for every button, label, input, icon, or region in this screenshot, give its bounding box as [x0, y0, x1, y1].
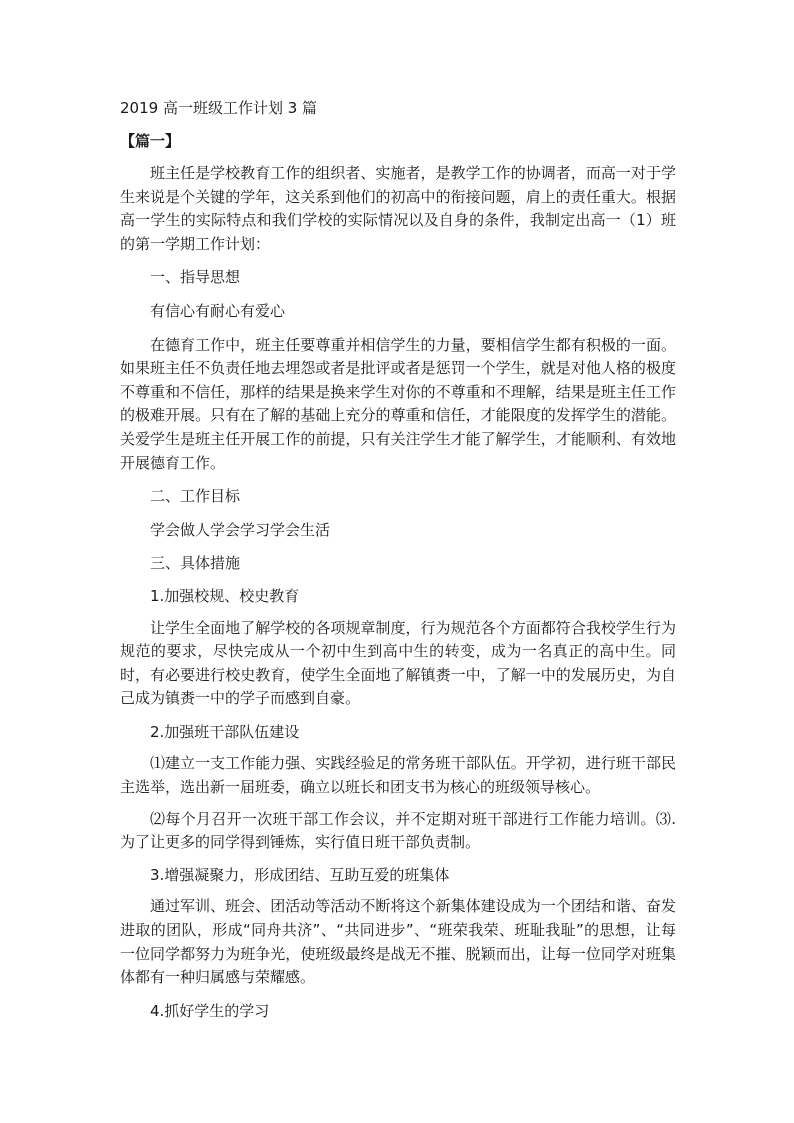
- section-heading: 【篇一】: [120, 132, 181, 150]
- cadres-item-2: ⑵每个月召开一次班干部工作会议，并不定期对班干部进行工作能力培训。⑶.为了让更多的同学得到锤炼，实行值日班干部负责制。: [120, 809, 676, 852]
- moral-education-paragraph: 在德育工作中，班主任要尊重并相信学生的力量，要相信学生都有积极的一面。如果班主任不负责任地去埋怨或者是批评或者是惩罚一个学生，就是对他人格的极度不尊重和不信任，那样的结果是换来学生对你的不尊重和不理解，结果是班主任工作的极难开展。只有在了解的基础上充分的尊重和信任，才能限度的发挥学生的潜能。关爱学生是班主任开展工作的前提，只有关注学生才能了解学生，才能顺利、有效地开展德育工作。: [120, 335, 676, 472]
- document-title: 2019 高一班级工作计划 3 篇: [120, 99, 318, 117]
- cadres-item-1: ⑴建立一支工作能力强、实践经验足的常务班干部队伍。开学初，进行班干部民主选举，选出新一届班委，确立以班长和团支书为核心的班级领导核心。: [120, 754, 676, 797]
- goals-motto: 学会做人学会学习学会生活: [150, 520, 331, 539]
- school-rules-paragraph: 让学生全面地了解学校的各项规章制度，行为规范各个方面都符合我校学生行为规范的要求，尽快完成从一个初中生到高中生的转变，成为一名真正的高中生。同时，有必要进行校史教育，使学生全面地了解镇赉一中，了解一中的发展历史，为自己成为镇赉一中的学子而感到自豪。: [120, 618, 676, 708]
- subheading-study: 4.抓好学生的学习: [150, 1001, 270, 1020]
- intro-paragraph: 班主任是学校教育工作的组织者、实施者，是教学工作的协调者，而高一对于学生来说是个关键的学年，这关系到他们的初高中的衔接问题，肩上的责任重大。根据高一学生的实际特点和我们学校的实际情况以及自身的条件，我制定出高一（1）班的第一学期工作计划：: [120, 164, 676, 253]
- heading-measures: 三、具体措施: [150, 554, 241, 573]
- subheading-school-rules: 1.加强校规、校史教育: [150, 586, 300, 605]
- cohesion-paragraph: 通过军训、班会、团活动等活动不断将这个新集体建设成为一个团结和谐、奋发进取的团队，形成“同舟共济”、“共同进步”、“班荣我荣、班耻我耻”的思想，让每一位同学都努力为班争光，使班级最终是战无不摧、脱颖而出，让每一位同学对班集体都有一种归属感与荣耀感。: [120, 897, 676, 987]
- subheading-class-cadres: 2.加强班干部队伍建设: [150, 722, 300, 741]
- guiding-motto: 有信心有耐心有爱心: [150, 301, 286, 320]
- document-body: [120, 162, 676, 1023]
- heading-work-goals: 二、工作目标: [150, 487, 241, 506]
- heading-guiding-ideology: 一、指导思想: [150, 268, 241, 287]
- subheading-cohesion: 3.增强凝聚力，形成团结、互助互爱的班集体: [150, 865, 450, 884]
